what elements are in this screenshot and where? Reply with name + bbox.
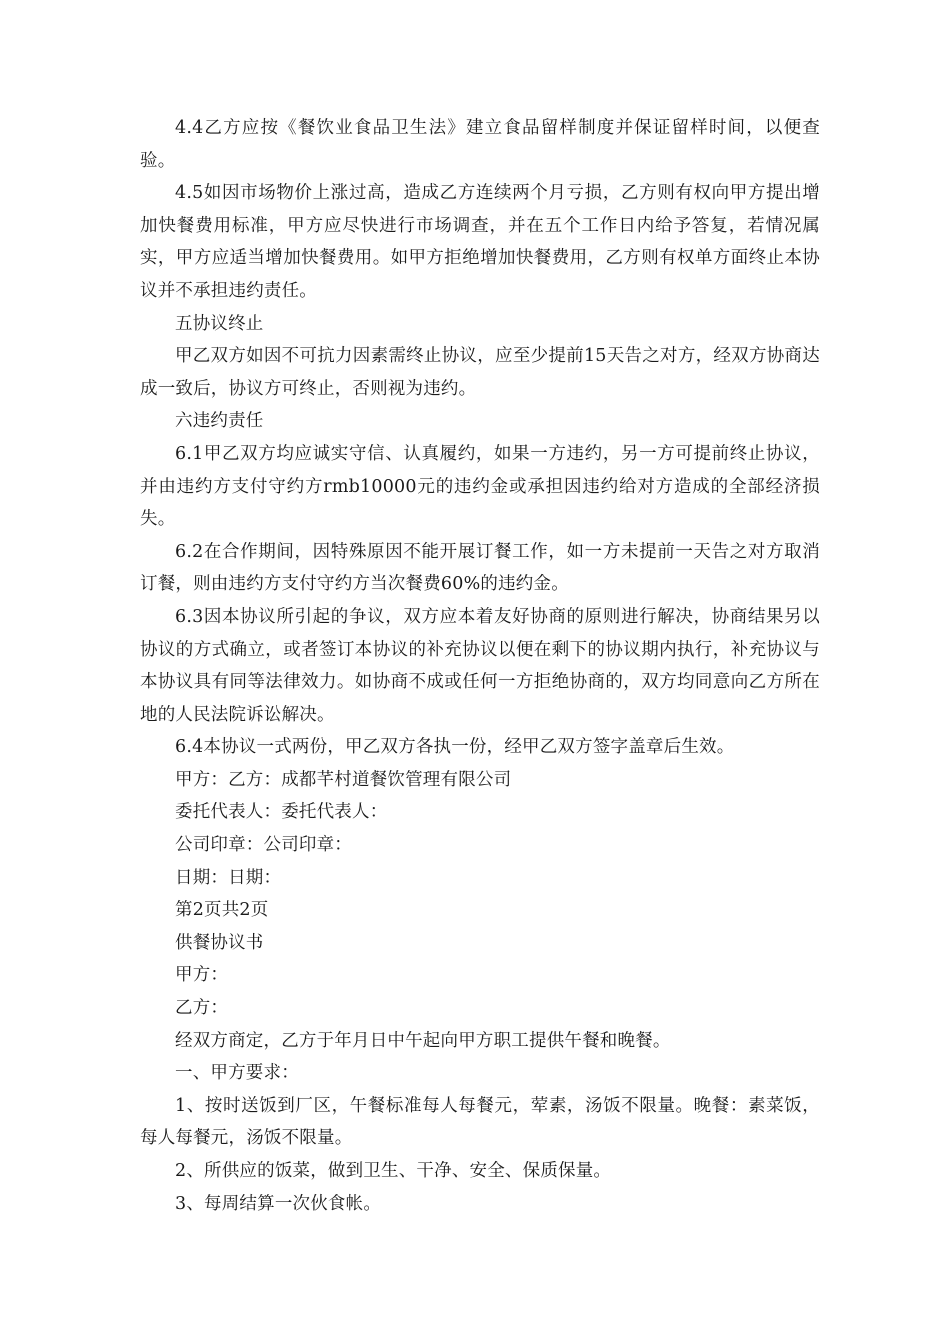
clause-6-3: 6.3因本协议所引起的争议，双方应本着友好协商的原则进行解决，协商结果另以协议的方式确立，或者签订本协议的补充协议以便在剩下的协议期内执行，补充协议与本协议具有同等法律效力。如协商不成或任何一方拒绝协商的，双方均同意向乙方所在地的人民法院诉讼解决。 [140,606,820,725]
document-title: 供餐协议书 [175,932,264,953]
section-heading-liability: 六违约责任 [175,411,264,432]
party-a-line: 甲方： [175,965,229,986]
signature-parties: 甲方：乙方：成都芊村道餐饮管理有限公司 [175,769,512,790]
signature-dates: 日期：日期： [175,867,282,888]
termination-paragraph: 甲乙双方如因不可抗力因素需终止协议，应至少提前15天告之对方，经双方协商达成一致后，协议方可终止，否则视为违约。 [140,346,820,399]
clause-6-4: 6.4本协议一式两份，甲乙双方各执一份，经甲乙双方签字盖章后生效。 [175,737,735,758]
clause-4-5: 4.5如因市场物价上涨过高，造成乙方连续两个月亏损，乙方则有权向甲方提出增加快餐费用标准，甲方应尽快进行市场调查，并在五个工作日内给予答复，若情况属实，甲方应适当增加快餐费用。如甲方拒绝增加快餐费用，乙方则有权单方面终止本协议并不承担违约责任。 [140,183,820,301]
party-b-line: 乙方： [175,998,229,1019]
signature-representatives: 委托代表人：委托代表人： [175,802,388,823]
clause-6-2: 6.2在合作期间，因特殊原因不能开展订餐工作，如一方未提前一天告之对方取消订餐，则由违约方支付守约方当次餐费60%的违约金。 [140,541,820,595]
agreement-intro: 经双方商定，乙方于年月日中午起向甲方职工提供午餐和晚餐。 [175,1030,671,1051]
clause-6-1: 6.1甲乙双方均应诚实守信、认真履约，如果一方违约，另一方可提前终止协议，并由违约方支付守约方rmb10000元的违约金或承担因违约给对方造成的全部经济损失。 [140,443,820,530]
requirement-1: 1、按时送饭到厂区，午餐标准每人每餐元，荤素，汤饭不限量。晚餐：素菜饭，每人每餐元，汤饭不限量。 [140,1095,820,1149]
page-number: 第2页共2页 [175,900,269,921]
section-heading-party-a-requirements: 一、甲方要求： [175,1063,299,1084]
requirement-3: 3、每周结算一次伙食帐。 [175,1193,382,1214]
signature-seals: 公司印章：公司印章： [175,835,352,856]
document-body [140,112,820,1220]
requirement-2: 2、所供应的饭菜，做到卫生、干净、安全、保质保量。 [175,1161,612,1181]
clause-4-4: 4.4乙方应按《餐饮业食品卫生法》建立食品留样制度并保证留样时间，以便查验。 [140,118,820,171]
section-heading-termination: 五协议终止 [175,313,264,334]
